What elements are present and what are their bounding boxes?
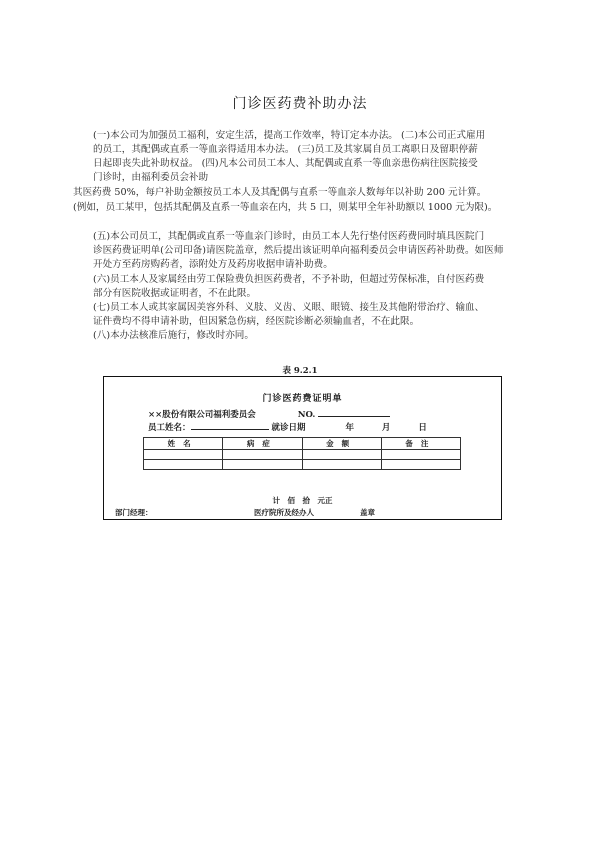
table-caption: 表 9.2.1 xyxy=(282,366,318,376)
paragraph-line: (八)本办法核准后施行，修改时亦同。 xyxy=(93,330,254,341)
medical-expense-form xyxy=(103,376,502,520)
paragraph-line: (七)员工本人或其家属因美容外科、义肢、义齿、义眼、眼镜、接生及其他附带治疗、输血、 xyxy=(93,302,485,313)
visit-date-label: 就诊日期 xyxy=(271,423,306,433)
paragraph-line: (一)本公司为加强员工福利，安定生活，提高工作效率，特订定本办法。 (二)本公司正式雇用 xyxy=(93,130,486,141)
paragraph-line: 其医药费 50%，每户补助金额按员工本人及其配偶与直系一等血亲人数每年以补助 200 元计算。 xyxy=(73,187,487,198)
paragraph-line: 的员工，其配偶或直系一等血亲得适用本办法。 (三)员工及其家属自员工离职日及留职停薪 xyxy=(93,144,478,155)
paragraph-line: 门诊时，由福利委员会补助 xyxy=(93,172,209,183)
paragraph-line: 开处方至药房购药者，添附处方及药房收据申请补助费。 xyxy=(93,259,333,270)
table-row xyxy=(144,450,461,460)
expense-table xyxy=(143,437,461,470)
no-field xyxy=(318,407,390,417)
form-company-line xyxy=(148,407,390,420)
paragraph-line: 证件费均不得申请补助，但因紧急伤病，经医院诊断必须输血者，不在此限。 xyxy=(93,316,420,327)
employee-name-field xyxy=(191,420,269,430)
table-header-row xyxy=(144,438,461,450)
no-label: NO. xyxy=(297,410,316,420)
paragraph-line: (例如，员工某甲，包括其配偶及直系一等血亲在内，共 5 口，则某甲全年补助额以 1000 元为限)。 xyxy=(73,202,498,213)
column-header-remark: 备注 xyxy=(381,438,460,450)
year-label: 年 xyxy=(345,423,354,433)
form-employee-line xyxy=(148,420,427,433)
paragraph-line: 部分有医院收据或证明者，不在此限。 xyxy=(93,288,257,299)
employee-name-label: 员工姓名： xyxy=(148,423,191,433)
seal-label: 盖章 xyxy=(360,508,375,517)
company-label: ××股份有限公司福利委员会 xyxy=(148,410,256,420)
month-label: 月 xyxy=(381,423,391,433)
column-header-illness: 病症 xyxy=(223,438,302,450)
form-title: 门诊医药费证明单 xyxy=(262,394,343,404)
dept-manager-label: 部门经理： xyxy=(115,508,153,517)
paragraph-line: 诊医药费证明单(公司印备)请医院盖章，然后提出该证明单向福利委员会申请医药补助费。如医师 xyxy=(93,245,504,256)
day-label: 日 xyxy=(418,423,427,433)
paragraph-line: (五)本公司员工，其配偶或直系一等血亲门诊时，由员工本人先行垫付医药费同时填具医院门 xyxy=(93,231,485,242)
column-header-amount: 金额 xyxy=(302,438,381,450)
hospital-label: 医疗院所及经办人 xyxy=(254,508,314,517)
table-row xyxy=(144,460,461,470)
column-header-name: 姓名 xyxy=(144,438,223,450)
paragraph-line: 日起即丧失此补助权益。 (四)凡本公司员工本人、其配偶或直系一等血亲患伤病往医院接受 xyxy=(93,158,478,169)
amount-total-line: 计 佰 拾 元正 xyxy=(272,496,333,505)
paragraph-line: (六)员工本人及家属经由劳工保险费负担医药费者，不予补助，但超过劳保标准，自付医药费 xyxy=(93,274,485,285)
page-title: 门诊医药费补助办法 xyxy=(232,96,368,112)
